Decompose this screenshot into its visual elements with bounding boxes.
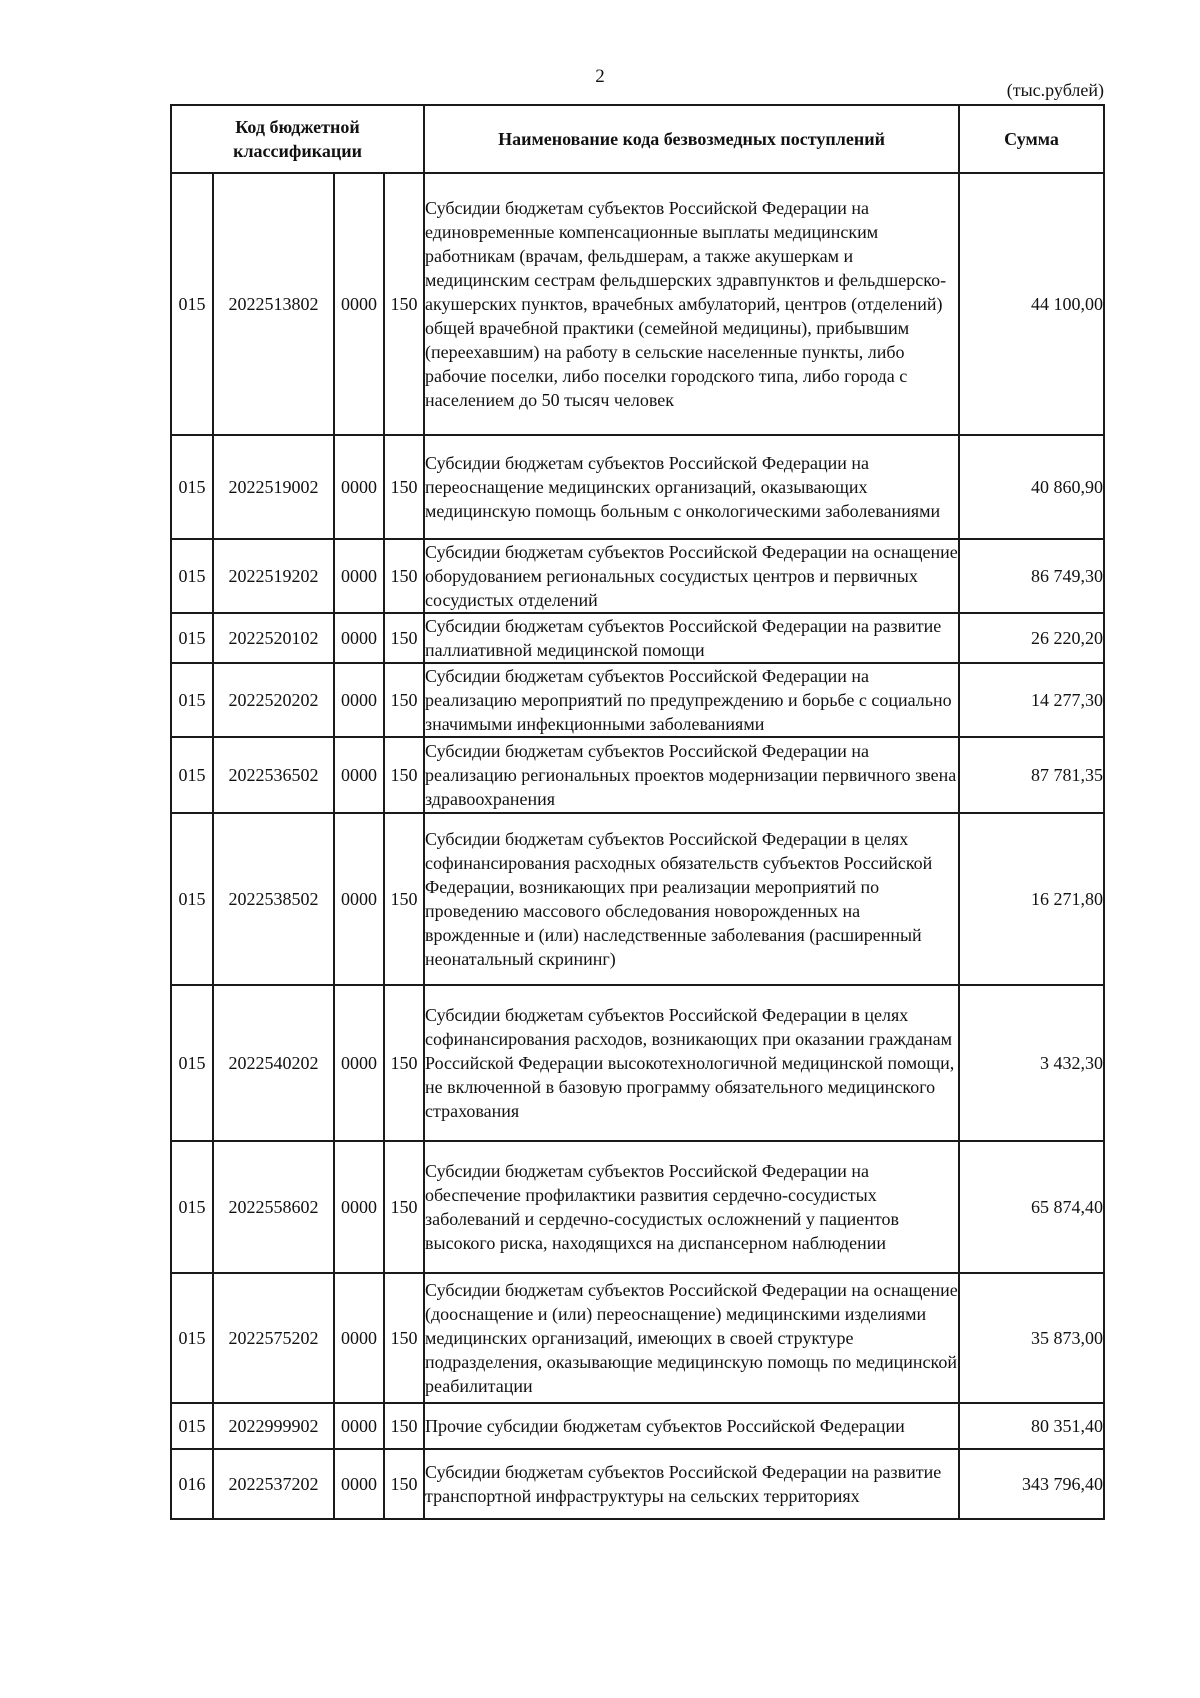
- table-row: [171, 173, 1104, 435]
- cell-budget-code: 2022999902: [213, 1403, 334, 1449]
- cell-amount: 80 351,40: [959, 1403, 1104, 1449]
- table-row: [171, 613, 1104, 663]
- table-row: [171, 1273, 1104, 1403]
- cell-budget-code: 2022538502: [213, 813, 334, 985]
- cell-revenue-name: Субсидии бюджетам субъектов Российской Федерации на развитие паллиативной медицинской помощи: [424, 613, 959, 663]
- cell-amount: 65 874,40: [959, 1141, 1104, 1273]
- cell-amount: 35 873,00: [959, 1273, 1104, 1403]
- cell-admin-code: 015: [171, 173, 213, 435]
- cell-kind-code: 150: [384, 1141, 424, 1273]
- cell-subprogram-code: 0000: [334, 613, 384, 663]
- cell-admin-code: 015: [171, 435, 213, 539]
- cell-admin-code: 015: [171, 813, 213, 985]
- table-row: [171, 813, 1104, 985]
- cell-kind-code: 150: [384, 737, 424, 813]
- table-row: [171, 985, 1104, 1141]
- cell-revenue-name: Субсидии бюджетам субъектов Российской Федерации на реализацию мероприятий по предупреждению и борьбе с социально значимыми инфекционными заболеваниями: [424, 663, 959, 737]
- cell-revenue-name: Субсидии бюджетам субъектов Российской Федерации в целях софинансирования расходных обязательств субъектов Российской Федерации, возникающих при реализации мероприятий по проведению массового обследования новорожденных на врожденные и (или) наследственные заболевания (расширенный неонатальный скрининг): [424, 813, 959, 985]
- cell-amount: 16 271,80: [959, 813, 1104, 985]
- cell-admin-code: 015: [171, 1273, 213, 1403]
- cell-admin-code: 015: [171, 1403, 213, 1449]
- cell-kind-code: 150: [384, 1273, 424, 1403]
- cell-budget-code: 2022540202: [213, 985, 334, 1141]
- cell-revenue-name: Субсидии бюджетам субъектов Российской Федерации на оснащение оборудованием региональных сосудистых центров и первичных сосудистых отделений: [424, 539, 959, 613]
- table-row: [171, 539, 1104, 613]
- cell-subprogram-code: 0000: [334, 1449, 384, 1519]
- cell-subprogram-code: 0000: [334, 539, 384, 613]
- cell-budget-code: 2022519002: [213, 435, 334, 539]
- cell-kind-code: 150: [384, 1403, 424, 1449]
- cell-admin-code: 015: [171, 663, 213, 737]
- cell-revenue-name: Субсидии бюджетам субъектов Российской Федерации на обеспечение профилактики развития сердечно-сосудистых заболеваний и сердечно-сосудистых осложнений у пациентов высокого риска, находящихся на диспансерном наблюдении: [424, 1141, 959, 1273]
- cell-admin-code: 015: [171, 1141, 213, 1273]
- table-row: [171, 663, 1104, 737]
- cell-admin-code: 015: [171, 539, 213, 613]
- cell-admin-code: 015: [171, 985, 213, 1141]
- cell-kind-code: 150: [384, 663, 424, 737]
- cell-budget-code: 2022575202: [213, 1273, 334, 1403]
- cell-budget-code: 2022536502: [213, 737, 334, 813]
- cell-admin-code: 016: [171, 1449, 213, 1519]
- header-sum: Сумма: [959, 105, 1104, 173]
- cell-kind-code: 150: [384, 435, 424, 539]
- cell-budget-code: 2022519202: [213, 539, 334, 613]
- cell-amount: 87 781,35: [959, 737, 1104, 813]
- cell-admin-code: 015: [171, 613, 213, 663]
- table-header-row: [171, 105, 1104, 173]
- table-row: [171, 1403, 1104, 1449]
- cell-subprogram-code: 0000: [334, 435, 384, 539]
- cell-subprogram-code: 0000: [334, 985, 384, 1141]
- units-label: (тыс.рублей): [1006, 80, 1104, 100]
- cell-subprogram-code: 0000: [334, 173, 384, 435]
- cell-revenue-name: Прочие субсидии бюджетам субъектов Российской Федерации: [424, 1403, 959, 1449]
- cell-amount: 44 100,00: [959, 173, 1104, 435]
- cell-revenue-name: Субсидии бюджетам субъектов Российской Федерации на переоснащение медицинских организаций, оказывающих медицинскую помощь больным с онкологическими заболеваниями: [424, 435, 959, 539]
- cell-subprogram-code: 0000: [334, 737, 384, 813]
- page-number: 2: [595, 66, 605, 87]
- cell-revenue-name: Субсидии бюджетам субъектов Российской Федерации на развитие транспортной инфраструктуры на сельских территориях: [424, 1449, 959, 1519]
- cell-amount: 3 432,30: [959, 985, 1104, 1141]
- table-row: [171, 435, 1104, 539]
- cell-budget-code: 2022558602: [213, 1141, 334, 1273]
- cell-revenue-name: Субсидии бюджетам субъектов Российской Федерации на единовременные компенсационные выплаты медицинским работникам (врачам, фельдшерам, а также акушеркам и медицинским сестрам фельдшерских здравпунктов и фельдшерско-акушерских пунктов, врачебных амбулаторий, центров (отделений) общей врачебной практики (семейной медицины), прибывшим (переехавшим) на работу в сельские населенные пункты, либо рабочие поселки, либо поселки городского типа, либо города с населением до 50 тысяч человек: [424, 173, 959, 435]
- cell-amount: 14 277,30: [959, 663, 1104, 737]
- table-body: [171, 173, 1104, 1519]
- header-code: Код бюджетной классификации: [171, 105, 424, 173]
- cell-subprogram-code: 0000: [334, 1141, 384, 1273]
- cell-budget-code: 2022520102: [213, 613, 334, 663]
- cell-kind-code: 150: [384, 613, 424, 663]
- cell-amount: 86 749,30: [959, 539, 1104, 613]
- cell-revenue-name: Субсидии бюджетам субъектов Российской Федерации на оснащение (дооснащение и (или) переоснащение) медицинскими изделиями медицинских организаций, имеющих в своей структуре подразделения, оказывающие медицинскую помощь по медицинской реабилитации: [424, 1273, 959, 1403]
- cell-subprogram-code: 0000: [334, 813, 384, 985]
- table-row: [171, 1449, 1104, 1519]
- cell-amount: 343 796,40: [959, 1449, 1104, 1519]
- cell-amount: 40 860,90: [959, 435, 1104, 539]
- cell-subprogram-code: 0000: [334, 1403, 384, 1449]
- cell-subprogram-code: 0000: [334, 1273, 384, 1403]
- cell-budget-code: 2022513802: [213, 173, 334, 435]
- cell-revenue-name: Субсидии бюджетам субъектов Российской Федерации в целях софинансирования расходов, возникающих при оказании гражданам Российской Федерации высокотехнологичной медицинской помощи, не включенной в базовую программу обязательного медицинского страхования: [424, 985, 959, 1141]
- table-row: [171, 1141, 1104, 1273]
- cell-admin-code: 015: [171, 737, 213, 813]
- cell-budget-code: 2022537202: [213, 1449, 334, 1519]
- table-row: [171, 737, 1104, 813]
- cell-subprogram-code: 0000: [334, 663, 384, 737]
- budget-table: [170, 104, 1105, 1520]
- header-name: Наименование кода безвозмедных поступлений: [424, 105, 959, 173]
- cell-kind-code: 150: [384, 539, 424, 613]
- cell-kind-code: 150: [384, 985, 424, 1141]
- cell-kind-code: 150: [384, 813, 424, 985]
- cell-kind-code: 150: [384, 1449, 424, 1519]
- cell-revenue-name: Субсидии бюджетам субъектов Российской Федерации на реализацию региональных проектов модернизации первичного звена здравоохранения: [424, 737, 959, 813]
- cell-kind-code: 150: [384, 173, 424, 435]
- cell-amount: 26 220,20: [959, 613, 1104, 663]
- cell-budget-code: 2022520202: [213, 663, 334, 737]
